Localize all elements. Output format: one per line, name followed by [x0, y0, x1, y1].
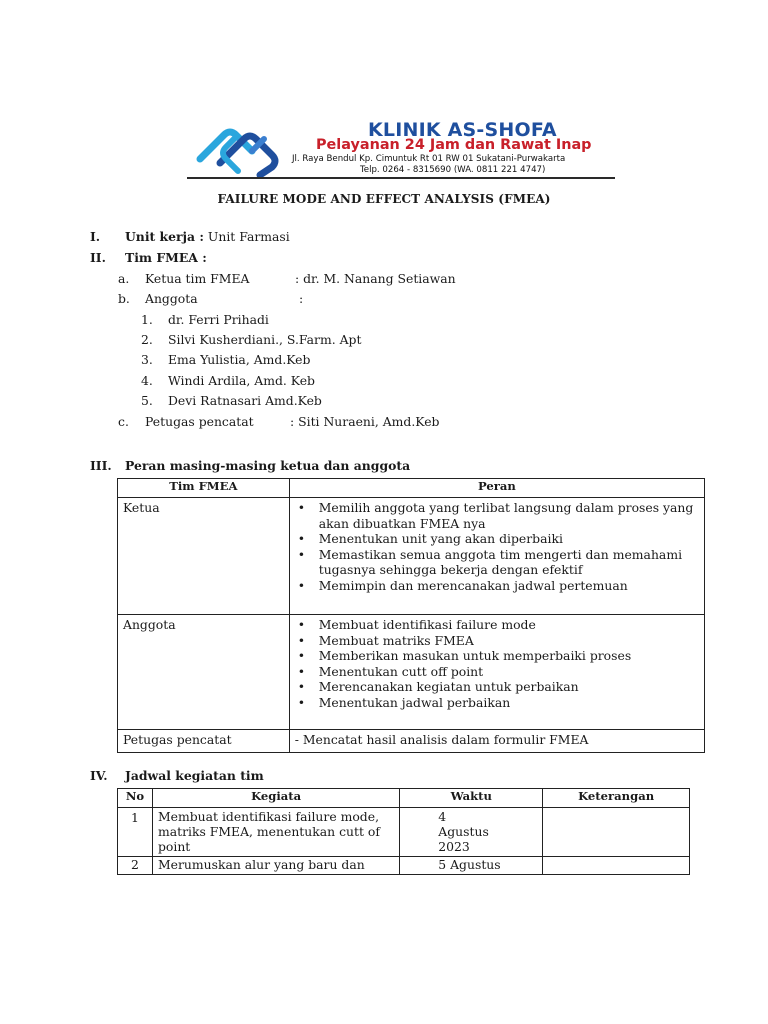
- duties-list: [295, 617, 699, 710]
- section-4-heading: Jadwal kegiatan tim: [125, 768, 264, 783]
- table-header-cell: Waktu: [400, 789, 543, 808]
- table-header-cell: Keterangan: [543, 789, 690, 808]
- waktu-cell: 4 Agustus 2023: [400, 808, 543, 857]
- table-header-cell: Kegiata: [152, 789, 399, 808]
- keterangan-cell: [543, 808, 690, 857]
- anggota-letter: b.: [118, 291, 130, 306]
- clinic-logo-icon: [190, 119, 290, 179]
- role-cell: Anggota: [118, 615, 290, 730]
- list-item: • Menentukan unit yang akan diperbaiki: [295, 531, 699, 547]
- member-name: Ema Yulistia, Amd.Keb: [168, 352, 311, 367]
- section-2-number: II.: [90, 250, 106, 265]
- anggota-label: Anggota: [145, 291, 198, 306]
- duties-cell: - Mencatat hasil analisis dalam formulir FMEA: [289, 730, 704, 753]
- section-2-heading: Tim FMEA :: [125, 250, 207, 265]
- table-header-cell: Tim FMEA: [118, 479, 290, 498]
- section-1-value: Unit Farmasi: [207, 229, 290, 244]
- no-cell: 2: [118, 857, 153, 875]
- section-1-number: I.: [90, 229, 101, 244]
- member-name: Silvi Kusherdiani., S.Farm. Apt: [168, 332, 362, 347]
- duties-cell: [289, 498, 704, 615]
- table-header-cell: Peran: [289, 479, 704, 498]
- section-3-number: III.: [90, 458, 112, 473]
- table-row: [118, 857, 690, 875]
- list-item: • Membuat matriks FMEA: [295, 633, 699, 649]
- member-name: dr. Ferri Prihadi: [168, 312, 269, 327]
- document-title: FAILURE MODE AND EFFECT ANALYSIS (FMEA): [217, 192, 551, 206]
- letterhead: [190, 119, 614, 179]
- role-cell: Ketua: [118, 498, 290, 615]
- member-number: 2.: [141, 332, 153, 347]
- header-divider: [187, 177, 615, 179]
- list-item: • Memilih anggota yang terlibat langsung dalam proses yang akan dibuatkan FMEA nya: [295, 500, 699, 531]
- role-cell: Petugas pencatat: [118, 730, 290, 753]
- petugas-letter: c.: [118, 414, 129, 429]
- table-row: [118, 730, 705, 753]
- kegiatan-cell: Merumuskan alur yang baru dan: [152, 857, 399, 875]
- member-number: 1.: [141, 312, 153, 327]
- petugas-label: Petugas pencatat: [145, 414, 254, 429]
- no-cell: 1: [118, 808, 153, 857]
- list-item: • Menentukan cutt off point: [295, 664, 699, 680]
- member-number: 4.: [141, 373, 153, 388]
- table-row: [118, 615, 705, 730]
- keterangan-cell: [543, 857, 690, 875]
- table-row: [118, 808, 690, 857]
- section-1-heading: [125, 229, 290, 244]
- list-item: • Membuat identifikasi failure mode: [295, 617, 699, 633]
- member-number: 3.: [141, 352, 153, 367]
- roles-table: [117, 478, 705, 753]
- ketua-letter: a.: [118, 271, 130, 286]
- list-item: • Memberikan masukan untuk memperbaiki proses: [295, 648, 699, 664]
- anggota-colon: :: [299, 291, 304, 306]
- list-item: • Merencanakan kegiatan untuk perbaikan: [295, 679, 699, 695]
- petugas-value: : Siti Nuraeni, Amd.Keb: [290, 414, 440, 429]
- duties-cell: [289, 615, 704, 730]
- ketua-value: : dr. M. Nanang Setiawan: [295, 271, 456, 286]
- member-number: 5.: [141, 393, 153, 408]
- member-name: Devi Ratnasari Amd.Keb: [168, 393, 322, 408]
- list-item: • Memastikan semua anggota tim mengerti dan memahami tugasnya sehingga bekerja dengan efektif: [295, 547, 699, 578]
- ketua-label: Ketua tim FMEA: [145, 271, 250, 286]
- section-4-number: IV.: [90, 768, 108, 783]
- section-3-heading: Peran masing-masing ketua dan anggota: [125, 458, 411, 473]
- section-1-label: Unit kerja :: [125, 229, 204, 244]
- table-header-row: [118, 789, 690, 808]
- member-name: Windi Ardila, Amd. Keb: [168, 373, 315, 388]
- duties-list: [295, 500, 699, 593]
- list-item: • Memimpin dan merencanakan jadwal pertemuan: [295, 578, 699, 594]
- schedule-table: [117, 788, 690, 875]
- table-row: [118, 498, 705, 615]
- clinic-address: Jl. Raya Bendul Kp. Cimuntuk Rt 01 RW 01 Sukatani-Purwakarta: [292, 154, 566, 164]
- table-header-row: [118, 479, 705, 498]
- kegiatan-cell: Membuat identifikasi failure mode, matriks FMEA, menentukan cutt of point: [152, 808, 399, 857]
- clinic-tagline: Pelayanan 24 Jam dan Rawat Inap: [316, 137, 592, 153]
- waktu-cell: 5 Agustus: [400, 857, 543, 875]
- clinic-name: KLINIK AS-SHOFA: [368, 119, 557, 141]
- table-header-cell: No: [118, 789, 153, 808]
- list-item: • Menentukan jadwal perbaikan: [295, 695, 699, 711]
- clinic-phone: Telp. 0264 - 8315690 (WA. 0811 221 4747): [360, 165, 546, 175]
